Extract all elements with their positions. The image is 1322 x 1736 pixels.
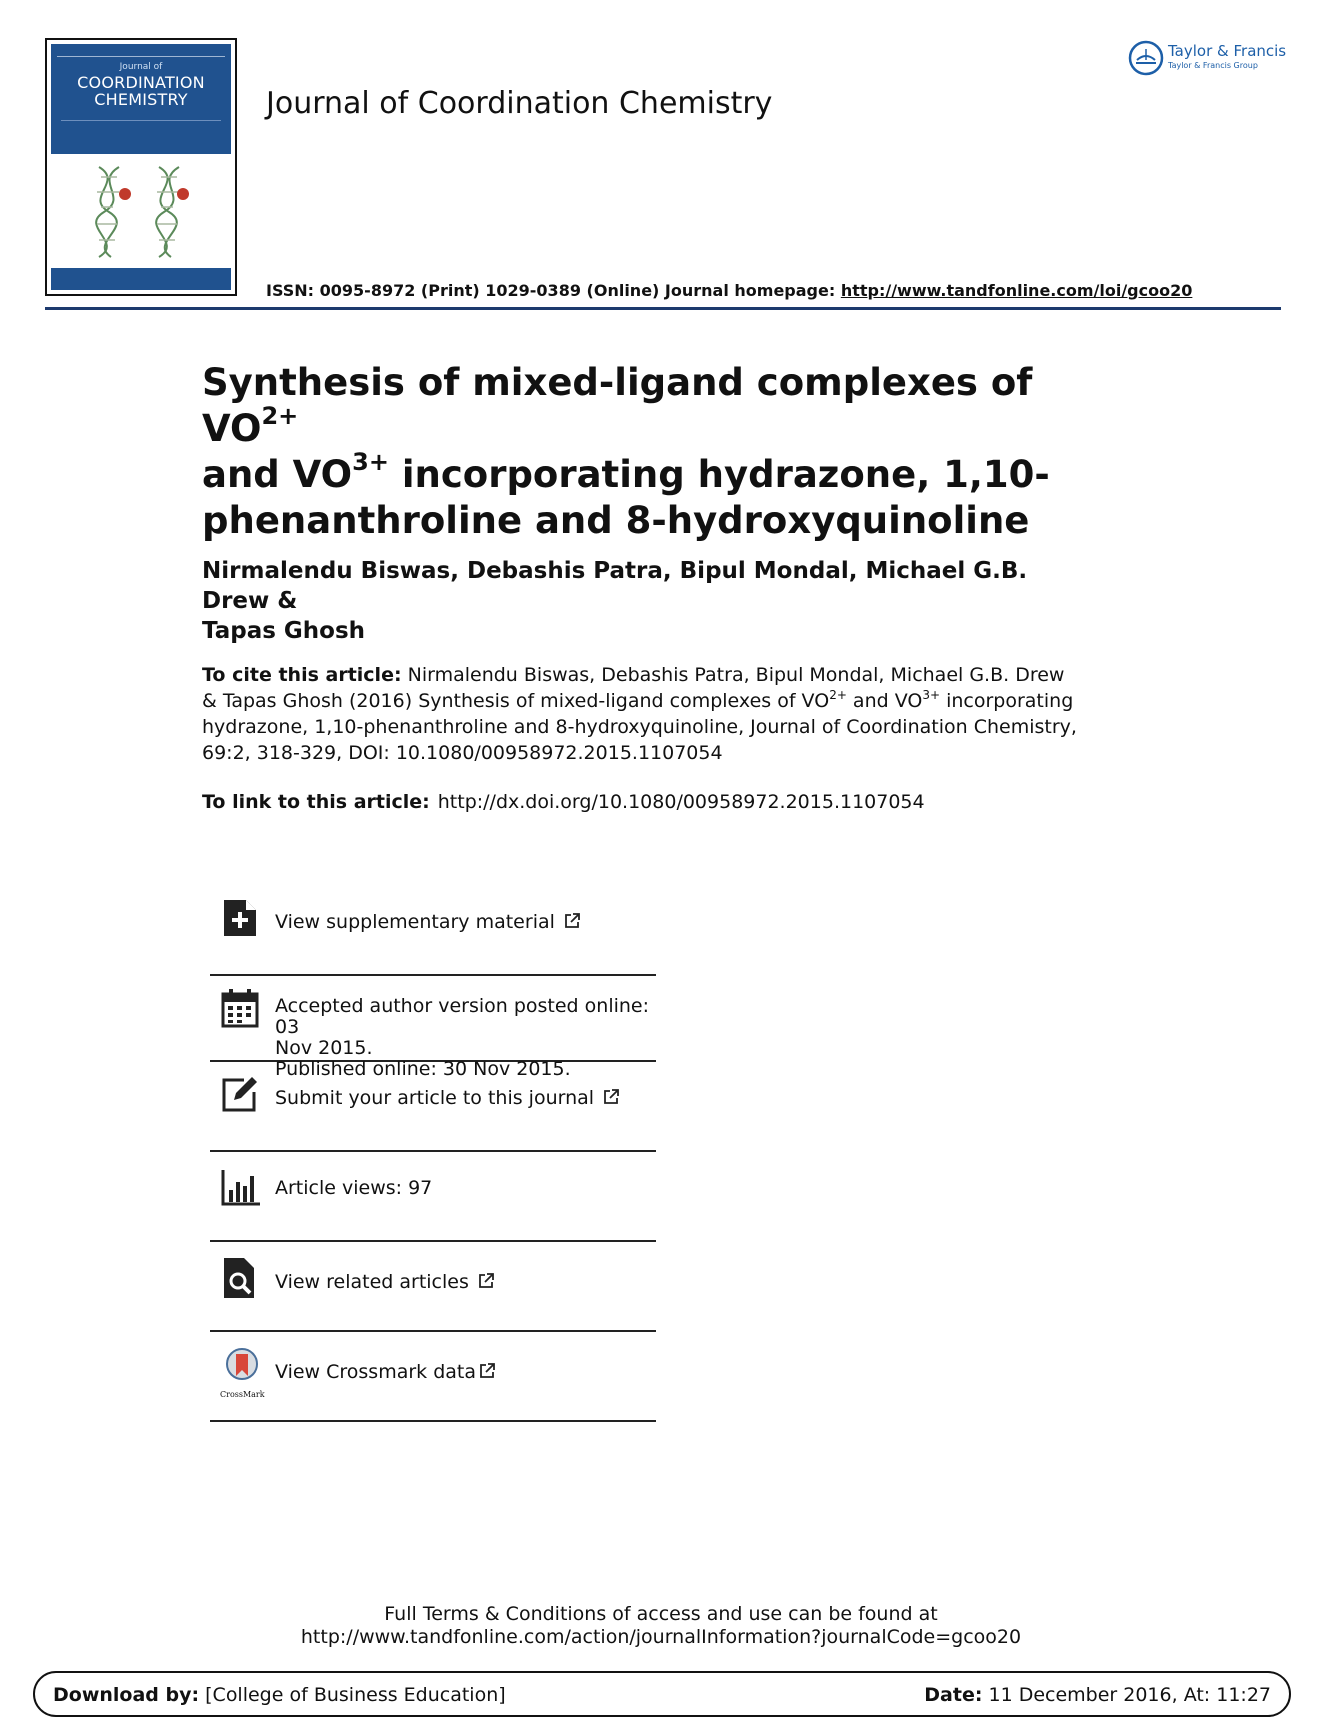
related-articles-row[interactable]	[210, 1242, 656, 1332]
crossmark-caption: CrossMark	[220, 1390, 265, 1399]
cover-title-line2: CHEMISTRY	[94, 90, 188, 109]
cite-sup2: 3+	[922, 688, 941, 702]
publisher-logo[interactable]	[1128, 40, 1288, 76]
supplementary-row[interactable]	[210, 880, 656, 976]
title-sup1: 2+	[261, 402, 299, 430]
title-sup2: 3+	[352, 448, 389, 476]
journal-homepage-link[interactable]: http://www.tandfonline.com/loi/gcoo20	[840, 281, 1193, 300]
download-by	[53, 1684, 506, 1706]
cite-line2b: and VO	[846, 690, 923, 712]
cite-label: To cite this article:	[202, 664, 402, 686]
download-info-bar	[33, 1671, 1291, 1717]
cover-title-line1: COORDINATION	[77, 73, 205, 92]
calendar-icon	[220, 988, 260, 1028]
cover-top-rule	[57, 50, 225, 57]
terms-notice	[0, 1603, 1322, 1649]
accepted-line1: Accepted author version posted online: 03	[275, 995, 650, 1038]
external-link-icon	[602, 1088, 620, 1106]
download-date	[924, 1684, 1271, 1706]
journal-name: Journal of Coordination Chemistry	[266, 86, 773, 121]
title-part2: and VO	[202, 453, 353, 496]
date-label: Date:	[924, 1684, 983, 1706]
authors-line2: Tapas Ghosh	[202, 618, 366, 644]
title-part3: incorporating hydrazone, 1,10-	[388, 453, 1050, 496]
download-value: [College of Business Education]	[199, 1684, 506, 1706]
cite-line3: hydrazone, 1,10-phenanthroline and 8-hydroxyquinoline, Journal of Coordination Chemistry,	[202, 716, 1077, 738]
title-part4: phenanthroline and 8-hydroxyquinoline	[202, 499, 1030, 542]
accepted-line2: Nov 2015.	[275, 1037, 373, 1059]
supplementary-label: View supplementary material	[275, 911, 555, 933]
crossmark-icon	[222, 1348, 262, 1388]
article-link[interactable]: http://dx.doi.org/10.1080/00958972.2015.1107054	[437, 791, 925, 813]
cover-small-text: Journal of	[119, 62, 163, 72]
journal-cover-image	[45, 38, 237, 296]
cite-line1: Nirmalendu Biswas, Debashis Patra, Bipul Mondal, Michael G.B. Drew	[401, 664, 1065, 686]
date-value: 11 December 2016, At: 11:27	[982, 1684, 1271, 1706]
cover-title	[51, 74, 231, 108]
published-date: Published online: 30 Nov 2015.	[275, 1058, 571, 1080]
issn-line	[266, 281, 1192, 300]
crossmark-row[interactable]	[210, 1332, 656, 1422]
publisher-group: Taylor & Francis Group	[1168, 61, 1258, 70]
article-views: Article views: 97	[275, 1177, 433, 1199]
cite-sup1: 2+	[829, 688, 847, 702]
publisher-name: Taylor & Francis	[1168, 42, 1287, 60]
bar-chart-icon	[220, 1168, 260, 1208]
dna-helix-illustration	[79, 162, 207, 262]
title-part1: Synthesis of mixed-ligand complexes of VO	[202, 361, 1033, 450]
doi-link[interactable]: 10.1080/00958972.2015.1107054	[395, 742, 723, 764]
external-link-icon	[478, 1362, 496, 1380]
crossmark-label: View Crossmark data	[275, 1361, 477, 1383]
link-label: To link to this article:	[202, 791, 430, 813]
article-views-row	[210, 1152, 656, 1242]
external-link-icon	[563, 912, 581, 930]
authors-line1: Nirmalendu Biswas, Debashis Patra, Bipul Mondal, Michael G.B. Drew &	[202, 558, 1028, 614]
download-label: Download by:	[53, 1684, 200, 1706]
article-authors	[202, 556, 1102, 646]
cover-title-band	[51, 44, 231, 154]
article-title	[202, 360, 1102, 544]
cite-line2c: incorporating	[940, 690, 1074, 712]
citation-block	[202, 662, 1122, 766]
cite-line4: 69:2, 318-329, DOI:	[202, 742, 396, 764]
external-link-icon	[477, 1272, 495, 1290]
article-link-line	[202, 791, 925, 813]
edit-icon	[220, 1074, 260, 1114]
terms-url[interactable]: http://www.tandfonline.com/action/journalInformation?journalCode=gcoo20	[300, 1626, 1022, 1648]
publication-dates-row	[210, 976, 656, 1080]
submit-article-row[interactable]	[210, 1062, 656, 1152]
related-label: View related articles	[275, 1271, 469, 1293]
publisher-logo-icon	[1128, 40, 1164, 76]
cover-editor-rule	[61, 120, 221, 137]
terms-line1: Full Terms & Conditions of access and use can be found at	[384, 1603, 938, 1625]
submit-label: Submit your article to this journal	[275, 1087, 595, 1109]
cover-footer-band	[51, 268, 231, 290]
issn-text: ISSN: 0095-8972 (Print) 1029-0389 (Online) Journal homepage:	[266, 281, 841, 300]
add-file-icon	[220, 898, 260, 938]
header-divider	[45, 307, 1281, 310]
search-file-icon	[220, 1258, 260, 1298]
cite-line2a: & Tapas Ghosh (2016) Synthesis of mixed-ligand complexes of VO	[202, 690, 830, 712]
